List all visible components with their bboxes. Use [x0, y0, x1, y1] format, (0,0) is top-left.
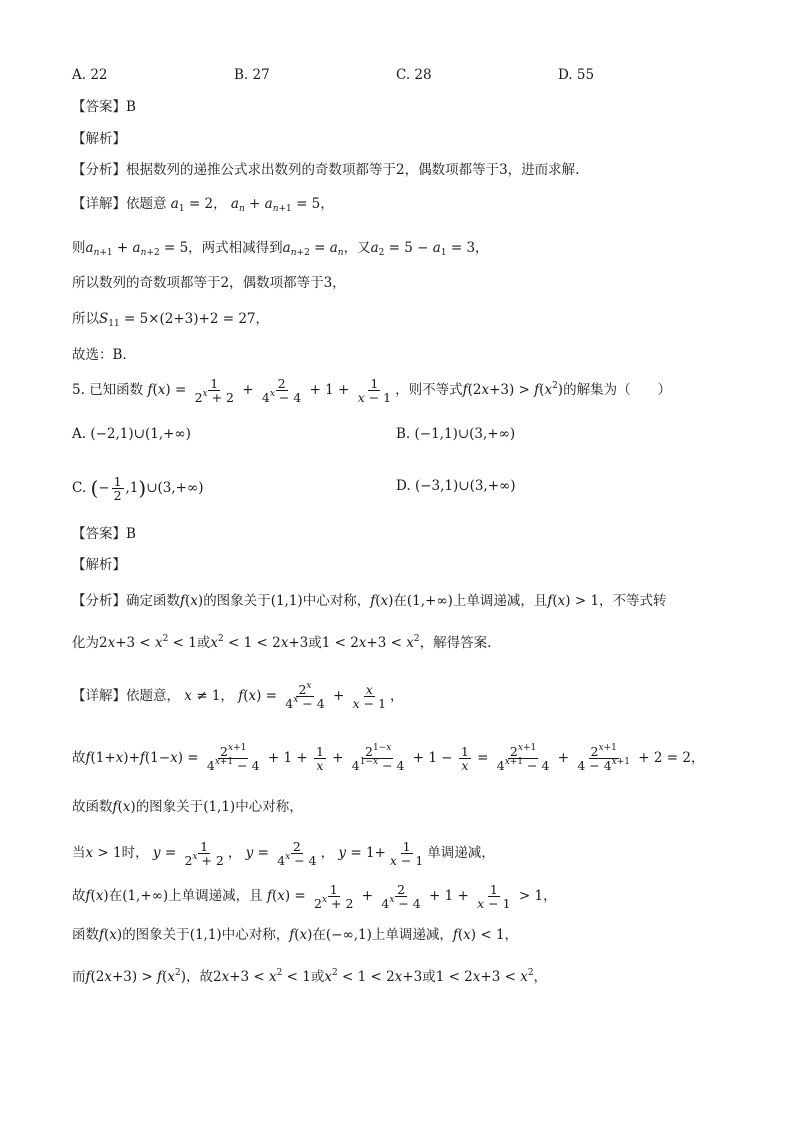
q5-sum-line: 故f(1+x)+f(1−x) = $\frac{2^{x+1}}{4^{x+1} - 4}$ + 1 + $\frac{1}{x}$ + $\frac{2^{1-x}}{4^{1-x} - 4}$ + 1 − $\frac{1}{x}$ = $\frac{2^{x+1}}{4^{x+1} - 4}$ + $\frac{2^{x+1}}{4 - 4^{x+1}}$ + 2 = 2， — [72, 743, 705, 774]
then-mid2: ，又 — [343, 240, 371, 256]
fx-lt-1: f(x) < 1 — [452, 927, 505, 943]
point-11: (1,1) — [203, 799, 236, 815]
text: 上单调递减，且 — [168, 888, 263, 905]
or-word: 或 — [422, 969, 436, 985]
fenxi-text: 化为 — [72, 635, 99, 651]
ineq-1: $2x+3 < x^2 < 1$ — [99, 634, 197, 651]
fx: f(x) — [289, 927, 313, 943]
text: 中心对称， — [235, 799, 303, 815]
text: 中心对称， — [221, 927, 290, 943]
fenxi-text: 在 — [393, 593, 407, 609]
q4-fenxi — [72, 164, 579, 178]
q5-final-line: 而$f(2x+3) > f(x^2)$，故$2x+3 < x^2 < 1$或$x^2 < 1 < 2x+3$或$1 < 2x+3 < x^2$， — [72, 968, 548, 985]
point-11: (1,1) — [189, 927, 222, 943]
option-a-formula: (−2,1)∪(1,+∞) — [90, 426, 191, 442]
formula-a1: $a_1 = 2$ — [170, 196, 214, 214]
q4-jiexi-tag: 【解析】 — [72, 131, 126, 147]
q4-conclusion: 所以数列的奇数项都等于2，偶数项都等于3， — [72, 275, 346, 291]
formula-a2: $a_2 = 5 - a_1 = 3$ — [370, 240, 476, 258]
q5-fenxi-line1 — [72, 595, 667, 609]
q4-answer — [72, 101, 136, 115]
formula-fx-gt-1: f(x) = $\frac{1}{2^x + 2}$ + $\frac{2}{4^x - 4}$ + 1 + $\frac{1}{x - 1}$ > 1 — [266, 882, 544, 912]
q5-stem — [72, 377, 671, 404]
text: 上单调递减， — [371, 927, 453, 943]
x-gt-1: x > 1 — [85, 845, 122, 862]
ineq-2: $x^2 < 1 < 2x+3$ — [210, 634, 309, 651]
fx: f(x) — [85, 888, 109, 905]
option-c-formula: (− $\frac{1}{2}$ ,1)∪(3,+∞) — [90, 474, 204, 504]
y3: y = 1+ $\frac{1}{x - 1}$ — [338, 839, 424, 869]
q5-func-line: 函数f(x)的图象关于(1,1)中心对称，f(x)在(−∞,1)上单调递减，f(x) < 1， — [72, 927, 519, 943]
text: ，故 — [185, 969, 213, 985]
interval: (1,+∞) — [122, 888, 169, 905]
q5-option-c — [72, 475, 204, 502]
text: 在 — [312, 927, 326, 943]
stem-prefix: 已知函数 — [89, 382, 144, 399]
fenxi-tag: 【分析】 — [72, 162, 126, 178]
q4-xiangjie: 【详解】依题意 $a_1 = 2$， $a_n + a_{n+1} = 5$， — [72, 196, 334, 214]
then-mid: ，两式相减得到 — [188, 240, 283, 256]
option-b-formula: (−1,1)∪(3,+∞) — [414, 426, 516, 442]
fx-gt-1: f(x) > 1 — [547, 593, 600, 609]
ineq-3: $1 < 2x+3 < x^2$ — [435, 968, 534, 985]
formula-recurrence-shift: $a_{n+1} + a_{n+2} = 5$ — [85, 240, 189, 258]
or-word: 或 — [310, 969, 325, 985]
q5-symmetry-line — [72, 801, 303, 815]
formula-inequality: $f(2x+3) > f(x^2)$ — [462, 381, 564, 399]
so-prefix: 所以 — [72, 311, 99, 327]
formula-period: $a_{n+2} = a_n$ — [282, 240, 344, 258]
ineq-2: $x^2 < 1 < 2x+3$ — [324, 968, 423, 985]
fenxi-text: 上单调递减，且 — [452, 593, 548, 609]
answer-value: B — [126, 99, 136, 115]
fenxi-text: ，解得答案. — [419, 635, 492, 651]
fx: f(x) — [180, 593, 204, 609]
y1: y = $\frac{1}{2^x + 2}$ — [152, 839, 224, 869]
text: 故函数 — [72, 799, 113, 815]
y2: y = $\frac{2}{4^x - 4}$ — [245, 839, 317, 869]
text: 函数 — [72, 927, 99, 943]
interval: (1,+∞) — [406, 593, 453, 609]
text: 当 — [72, 845, 86, 862]
fx: f(x) — [99, 927, 123, 943]
q4-option-b: B. 27 — [234, 67, 270, 83]
formula-recurrence: $a_n + a_{n+1} = 5$ — [230, 196, 321, 214]
q5-option-b — [396, 428, 515, 442]
option-label: B. — [396, 426, 411, 442]
formula-fx-simplified: f(x) = $\frac{2^x}{4^x - 4}$ + $\frac{x}{x - 1}$ — [238, 681, 387, 712]
q4-option-d: D. 55 — [558, 67, 595, 83]
xiangjie-tag: 【详解】 — [72, 688, 126, 705]
fenxi-text: 确定函数 — [126, 593, 180, 609]
text: 在 — [108, 888, 123, 905]
formula-fx-def: f(x) = $\frac{1}{2^x + 2}$ + $\frac{2}{4^x - 4}$ + 1 + $\frac{1}{x - 1}$ — [147, 376, 392, 406]
q4-sum-line: 所以$S_{11} = 5\times(2+3)+2 = 27$， — [72, 311, 269, 329]
option-label: D. — [396, 478, 411, 494]
ineq-3: $1 < 2x+3 < x^2$ — [321, 634, 420, 651]
text: 而 — [72, 969, 86, 985]
so-prefix: 故 — [72, 750, 86, 767]
q5-when-line: 当x > 1时， y = $\frac{1}{2^x + 2}$ ， y = $\frac{2}{4^x - 4}$ ， y = 1+ $\frac{1}{x - 1}$ 单调递减， — [72, 839, 495, 869]
fenxi-tag: 【分析】 — [72, 593, 126, 609]
interval-neg: (−∞,1) — [325, 927, 372, 943]
xiangjie-prefix: 依题意 — [126, 196, 167, 212]
option-label: C. — [72, 480, 87, 497]
option-label: A. — [72, 426, 87, 442]
question-number: 5. — [72, 382, 85, 399]
q5-answer — [72, 528, 136, 542]
text: 故 — [72, 888, 86, 905]
fenxi-text: 的图象关于 — [203, 593, 271, 609]
text: 的图象关于 — [135, 799, 204, 815]
q4-choice: 故选：B. — [72, 347, 127, 363]
point-11: (1,1) — [270, 593, 303, 609]
q5-option-d — [396, 480, 516, 494]
xiangjie-tag: 【详解】 — [72, 196, 126, 212]
text: 的图象关于 — [122, 927, 190, 943]
answer-tag: 【答案】 — [72, 99, 126, 115]
x-ne-1: x ≠ 1 — [184, 688, 221, 705]
ineq-1: $2x+3 < x^2 < 1$ — [212, 968, 311, 985]
then-prefix: 则 — [72, 240, 86, 256]
q5-jiexi-tag: 【解析】 — [72, 557, 126, 573]
or-word: 或 — [196, 635, 211, 651]
q5-fenxi-line2 — [72, 634, 492, 651]
q5-option-a — [72, 428, 191, 442]
answer-value: B — [126, 526, 136, 542]
or-word: 或 — [308, 635, 322, 651]
formula-inequality: $f(2x+3) > f(x^2)$ — [85, 968, 186, 985]
fx: f(x) — [370, 593, 394, 609]
fenxi-text: ，不等式转 — [599, 593, 667, 609]
stem-suffix: 的解集为（ ） — [563, 382, 672, 399]
option-d-formula: (−3,1)∪(3,+∞) — [414, 478, 516, 494]
q4-option-c: C. 28 — [396, 67, 432, 83]
formula-s11: $S_{11} = 5\times(2+3)+2 = 27$ — [99, 311, 256, 329]
stem-mid: ，则不等式 — [395, 382, 463, 399]
text: 单调递减， — [427, 845, 495, 862]
q4-option-a: A. 22 — [72, 67, 108, 83]
xiangjie-text: 依题意， — [126, 688, 180, 705]
fenxi-text: 根据数列的递推公式求出数列的奇数项都等于2，偶数项都等于3，进而求解. — [126, 162, 580, 178]
q5-dec-line: 故f(x)在(1,+∞)上单调递减，且 f(x) = $\frac{1}{2^x + 2}$ + $\frac{2}{4^x - 4}$ + 1 + $\frac{1}{x - 1}$ > 1， — [72, 882, 557, 912]
text: 时， — [121, 845, 149, 862]
fenxi-text: 中心对称， — [302, 593, 371, 609]
fx: f(x) — [112, 799, 136, 815]
q5-xiangjie: 【详解】依题意， x ≠ 1， f(x) = $\frac{2^x}{4^x - 4}$ + $\frac{x}{x - 1}$ ， — [72, 681, 404, 712]
answer-tag: 【答案】 — [72, 526, 126, 542]
q4-then-line: 则$a_{n+1} + a_{n+2} = 5$，两式相减得到$a_{n+2} = a_n$，又$a_2 = 5 - a_1 = 3$， — [72, 240, 489, 258]
formula-symmetry-sum: f(1+x)+f(1−x) = $\frac{2^{x+1}}{4^{x+1} - 4}$ + 1 + $\frac{1}{x}$ + $\frac{2^{1-x}}{4^{1-x} - 4}$ + 1 − $\frac{1}{x}$ = $\frac{2^{x+1}}{4^{x+1} - 4}$ + $\frac{2^{x+1}}{4 - 4^{x+1}}$ + 2 = 2 — [85, 743, 691, 774]
